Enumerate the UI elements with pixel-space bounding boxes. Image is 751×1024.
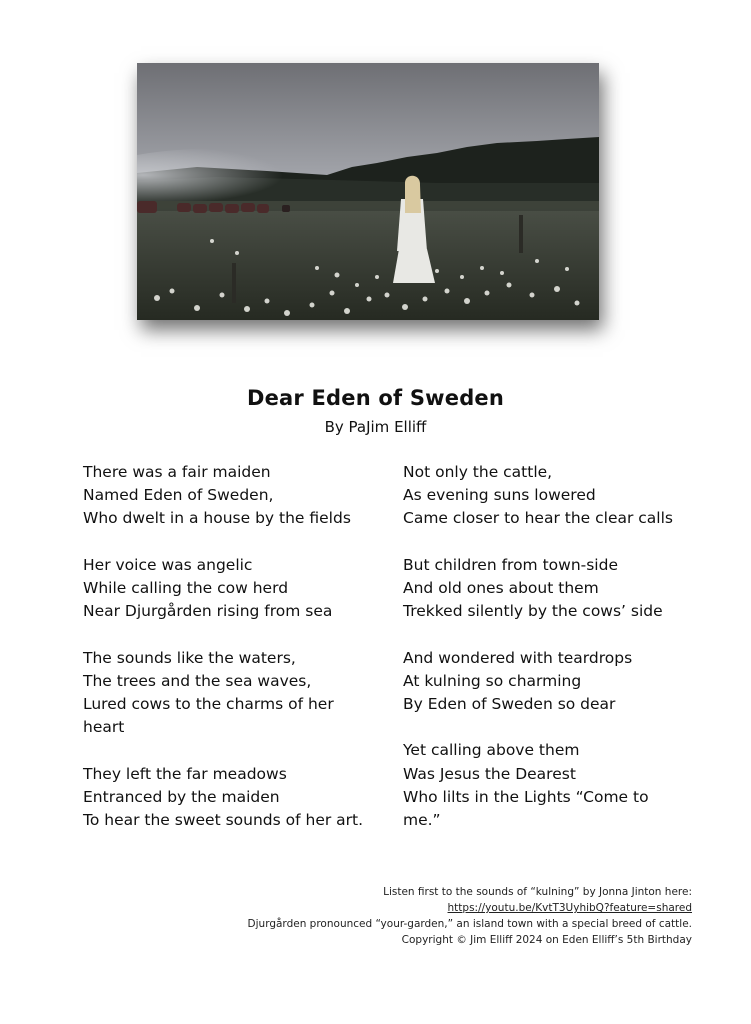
poem-line: The trees and the sea waves, (83, 671, 312, 690)
poem-line: heart (83, 718, 125, 737)
footer-notes (248, 884, 692, 948)
poem-line: By Eden of Sweden so dear (403, 695, 616, 713)
poem-line: They left the far meadows (83, 764, 287, 783)
poem-title: Dear Eden of Sweden (246, 386, 505, 410)
poem-line: The sounds like the waters, (83, 648, 296, 667)
stanza (403, 461, 693, 531)
poem-column-right (403, 461, 693, 855)
poem-line: Near Djurgården rising from sea (83, 602, 333, 621)
stanza (83, 554, 383, 624)
poem-line: Yet calling above them (403, 741, 580, 760)
poem-line: Who lilts in the Lights “Come to (403, 787, 649, 806)
stanza (83, 647, 383, 740)
poem-line: Was Jesus the Dearest (403, 764, 576, 783)
meadow-photo (137, 63, 599, 320)
poem-line: Lured cows to the charms of her (83, 695, 334, 713)
stanza (403, 647, 693, 717)
poem-line: Named Eden of Sweden, (83, 486, 274, 505)
poem-line: Trekked silently by the cows’ side (403, 602, 663, 621)
poem-line: And wondered with teardrops (403, 648, 633, 667)
poem-line: Entranced by the maiden (83, 787, 280, 806)
footer-copyright: Copyright © Jim Elliff 2024 on Eden Elliff’s 5th Birthday (401, 934, 692, 946)
footer-pronunciation-note: Djurgården pronounced “your-garden,” an island town with a special breed of cattle. (247, 918, 692, 930)
poem-line: There was a fair maiden (83, 463, 271, 481)
stanza (403, 554, 693, 624)
poem-line: To hear the sweet sounds of her art. (83, 811, 364, 829)
poem-line: me.” (403, 811, 441, 829)
poem-line: Who dwelt in a house by the fields (83, 509, 351, 528)
poem-byline: By PaJim Elliff (324, 418, 427, 436)
poem-line: But children from town-side (403, 555, 618, 574)
poem-line: Her voice was angelic (83, 555, 253, 574)
poem-line: As evening suns lowered (403, 486, 596, 505)
poem-column-left (83, 461, 383, 855)
poem-line: And old ones about them (403, 579, 599, 597)
poem-line: At kulning so charming (403, 671, 582, 690)
stanza (403, 739, 693, 832)
stanza (83, 763, 383, 833)
footer-listen-note: Listen first to the sounds of “kulning” by Jonna Jinton here: (383, 886, 692, 898)
stanza (83, 461, 383, 531)
youtube-link[interactable]: https://youtu.be/KvtT3UyhibQ?feature=shared (447, 902, 692, 914)
poem-line: While calling the cow herd (83, 579, 289, 597)
poem-line: Came closer to hear the clear calls (403, 509, 673, 528)
poem-line: Not only the cattle, (403, 463, 553, 481)
